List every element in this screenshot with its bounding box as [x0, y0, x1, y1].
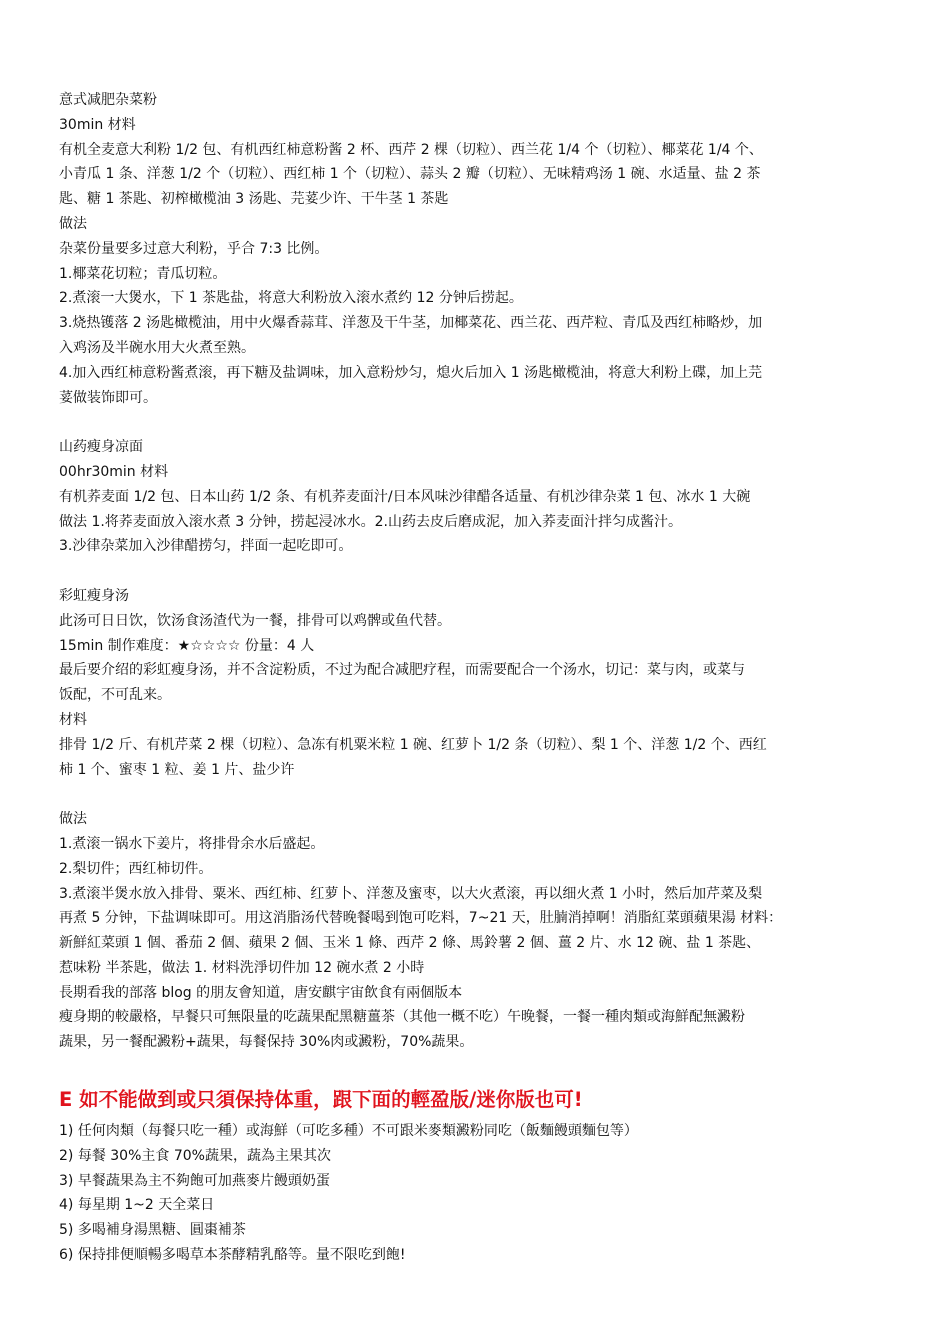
method-step: 荽做装饰即可。: [59, 389, 157, 406]
recipe-description: 饭配，不可乱来。: [59, 687, 171, 704]
ingredients-line: 匙、糖 1 茶匙、初榨橄榄油 3 汤匙、芫荽少许、干牛茎 1 茶匙: [59, 191, 449, 208]
paragraph-gap: [59, 782, 895, 807]
recipe-line: 有机荞麦面 1/2 包、日本山药 1/2 条、有机荞麦面汁/日本风味沙律醋各适量、有机沙律杂菜 1 包、冰水 1 大碗: [59, 488, 751, 505]
recipe-line: 3.沙律杂菜加入沙律醋捞匀，拌面一起吃即可。: [59, 538, 353, 555]
method-step: 惹味粉 半茶匙，做法 1. 材料洗淨切件加 12 碗水煮 2 小時: [59, 959, 425, 976]
recipe-title: 彩虹瘦身汤: [59, 587, 129, 604]
method-step: 新鮮紅菜頭 1 個、番茄 2 個、蘋果 2 個、玉米 1 條、西芹 2 條、馬鈴薯 2 個、薑 2 片、水 12 碗、盐 1 茶匙、: [59, 935, 761, 952]
method-step: 4.加入西红柿意粉酱煮滚，再下糖及盐调味，加入意粉炒匀，熄火后加入 1 汤匙橄榄油，将意大利粉上碟，加上芫: [59, 364, 763, 381]
list-item: 5) 多喝補身湯黑糖、圓棗補茶: [59, 1222, 246, 1239]
recipe-time-materials: 30min 材料: [59, 116, 136, 133]
ingredients-line: 有机全麦意大利粉 1/2 包、有机西红柿意粉酱 2 杯、西芹 2 棵（切粒）、西兰花 1/4 个（切粒）、椰菜花 1/4 个、: [59, 141, 763, 158]
method-step: 3.烧热镬落 2 汤匙橄榄油，用中火爆香蒜茸、洋葱及干牛茎，加椰菜花、西兰花、西芹粒、青瓜及西红柿略炒，加: [59, 315, 763, 332]
recipe-line: 做法 1.将荞麦面放入滚水煮 3 分钟，捞起浸冰水。2.山药去皮后磨成泥，加入荞麦面汁拌匀成酱汁。: [59, 513, 682, 530]
method-label: 做法: [59, 811, 87, 828]
recipe-meta: 15min 制作难度：★☆☆☆☆ 份量：4 人: [59, 637, 315, 654]
paragraph-gap: [59, 410, 895, 435]
method-label: 做法: [59, 215, 87, 232]
blog-paragraph: 瘦身期的較嚴格，早餐只可無限量的吃蔬果配黑糖薑茶（其他一概不吃）午晚餐，一餐一種肉類或海鮮配無澱粉: [59, 1009, 745, 1026]
ingredients-line: 小青瓜 1 条、洋葱 1/2 个（切粒）、西红柿 1 个（切粒）、蒜头 2 瓣（切粒）、无味精鸡汤 1 碗、水适量、盐 2 茶: [59, 166, 761, 183]
recipe-intro: 此汤可日日饮，饮汤食汤渣代为一餐，排骨可以鸡髀或鱼代替。: [59, 612, 451, 629]
materials-line: 排骨 1/2 斤、有机芹菜 2 棵（切粒）、急冻有机粟米粒 1 碗、红萝卜 1/2 条（切粒）、梨 1 个、洋葱 1/2 个、西红: [59, 736, 767, 753]
list-item: 1) 任何肉類（每餐只吃一種）或海鮮（可吃多種）不可跟米麥類澱粉同吃（飯麵饅頭麵包等）: [59, 1123, 638, 1140]
highlight-headline: E 如不能做到或只須保持体重，跟下面的輕盈版/迷你版也可!: [59, 1088, 583, 1112]
recipe-title: 意式减肥杂菜粉: [59, 92, 157, 108]
method-step: 3.煮滚半煲水放入排骨、粟米、西红柿、红萝卜、洋葱及蜜枣，以大火煮滚，再以细火煮 1 小时，然后加芹菜及梨: [59, 885, 763, 902]
document-page: [59, 88, 895, 1268]
list-item: 2) 每餐 30%主食 70%蔬果，蔬為主果其次: [59, 1147, 331, 1164]
list-item: 4) 每星期 1~2 天全菜日: [59, 1197, 215, 1214]
list-item: 3) 早餐蔬果為主不夠飽可加燕麥片饅頭奶蛋: [59, 1172, 330, 1189]
recipe-title: 山药瘦身凉面: [59, 439, 143, 456]
method-step: 1.椰菜花切粒；青瓜切粒。: [59, 265, 227, 282]
blog-paragraph: 長期看我的部落 blog 的朋友會知道，唐安麒宇宙飲食有兩個版本: [59, 984, 463, 1001]
method-step: 2.煮滚一大煲水，下 1 茶匙盐，将意大利粉放入滚水煮约 12 分钟后捞起。: [59, 290, 523, 307]
list-item: 6) 保持排便順暢多喝草本茶酵精乳酪等。量不限吃到飽!: [59, 1247, 406, 1264]
method-step: 入鸡汤及半碗水用大火煮至熟。: [59, 339, 255, 356]
ratio-note: 杂菜份量要多过意大利粉，乎合 7:3 比例。: [59, 240, 329, 257]
materials-label: 材料: [59, 711, 87, 728]
recipe-time-materials: 00hr30min 材料: [59, 463, 169, 480]
paragraph-gap: [59, 1055, 895, 1085]
blog-paragraph: 蔬果，另一餐配澱粉+蔬果，每餐保持 30%肉或澱粉，70%蔬果。: [59, 1034, 474, 1051]
tips-list: [59, 1119, 895, 1268]
recipe-description: 最后要介绍的彩虹瘦身汤，并不含淀粉质，不过为配合减肥疗程，而需要配合一个汤水，切记：菜与肉，或菜与: [59, 662, 745, 679]
materials-line: 柿 1 个、蜜枣 1 粒、姜 1 片、盐少许: [59, 761, 295, 778]
paragraph-gap: [59, 559, 895, 584]
method-step: 2.梨切件；西红柿切件。: [59, 860, 213, 877]
method-step: 1.煮滚一锅水下姜片，将排骨余水后盛起。: [59, 835, 325, 852]
method-step: 再煮 5 分钟，下盐调味即可。用这消脂汤代替晚餐喝到饱可吃料，7~21 天，肚腩消掉啊！消脂紅菜頭蘋果湯 材料：: [59, 910, 783, 927]
